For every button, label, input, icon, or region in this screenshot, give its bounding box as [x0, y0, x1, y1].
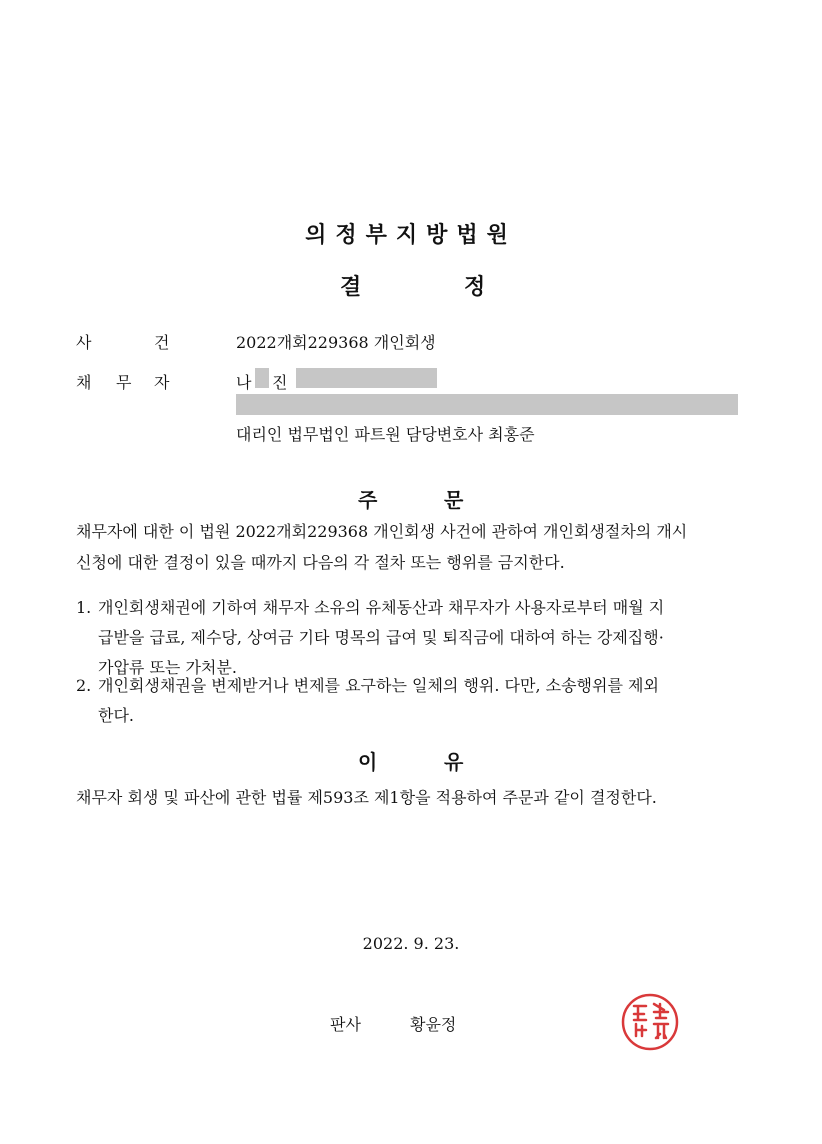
- debtor-label-char-2: 무: [116, 373, 132, 392]
- case-number: 2022개회229368 개인회생: [236, 333, 436, 352]
- title-char-2: 정: [464, 275, 486, 300]
- order-item-2-number: 2.: [76, 676, 92, 695]
- order-intro: [76, 516, 748, 578]
- case-label-char-1: 사: [76, 333, 92, 352]
- order-item-2: [76, 671, 756, 733]
- order-heading: [0, 484, 822, 514]
- order-item-1-line-2: 급받을 급료, 제수당, 상여금 기타 명목의 급여 및 퇴직금에 대하여 하는 강제집행·: [98, 628, 664, 647]
- address-redaction: [236, 394, 738, 415]
- judge-seal-stamp: [620, 992, 680, 1052]
- debtor-name-first: 나: [236, 373, 252, 392]
- order-intro-line-2: 신청에 대한 결정이 있을 때까지 다음의 각 절차 또는 행위를 금지한다.: [76, 553, 565, 572]
- debtor-name-last: 진: [272, 373, 288, 392]
- reason-heading: [0, 746, 822, 776]
- decision-date: 2022. 9. 23.: [362, 934, 460, 953]
- reason-text: [76, 782, 748, 813]
- case-label-char-2: 건: [154, 333, 170, 352]
- judge-name: 황윤정: [410, 1015, 457, 1034]
- order-item-2-line-2: 한다.: [98, 706, 134, 725]
- debtor-agent: 대리인 법무법인 파트원 담당변호사 최홍준: [236, 425, 535, 444]
- order-item-1-number: 1.: [76, 598, 92, 617]
- debtor-label-char-3: 자: [154, 373, 170, 392]
- order-heading-char-1: 주: [358, 488, 378, 512]
- order-item-1-line-1: 개인회생채권에 기하여 채무자 소유의 유체동산과 채무자가 사용자로부터 매월 지: [98, 598, 665, 617]
- order-intro-line-1: 채무자에 대한 이 법원 2022개회229368 개인회생 사건에 관하여 개인회생절차의 개시: [76, 522, 688, 541]
- reason-heading-char-1: 이: [358, 750, 378, 774]
- debtor-label-char-1: 채: [76, 373, 92, 392]
- title-char-1: 결: [340, 275, 362, 300]
- reason-line: 채무자 회생 및 파산에 관한 법률 제593조 제1항을 적용하여 주문과 같이 결정한다.: [76, 788, 657, 807]
- document-title: [0, 270, 822, 300]
- order-item-1-line-3: 가압류 또는 가처분.: [98, 658, 237, 677]
- order-item-2-line-1: 개인회생채권을 변제받거나 변제를 요구하는 일체의 행위. 다만, 소송행위를 제외: [98, 676, 659, 695]
- judge-title: 판사: [330, 1015, 361, 1034]
- name-redaction: [255, 368, 269, 388]
- id-redaction: [296, 368, 437, 388]
- court-name: 의정부지방법원: [305, 223, 517, 248]
- order-heading-char-2: 문: [444, 488, 464, 512]
- reason-heading-char-2: 유: [444, 750, 464, 774]
